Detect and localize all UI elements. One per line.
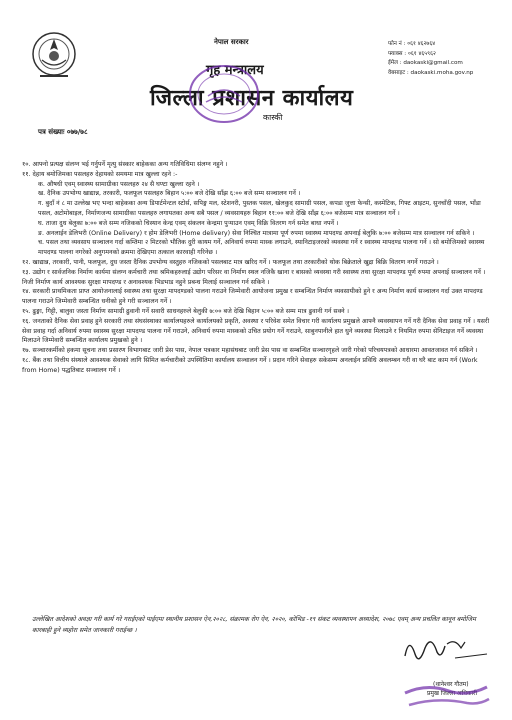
clause-11-gha: घ. ताजा दुध बेलुका ७:०० बजे सम्म नजिकको चिस्यान केन्द्र एवम् संकलन केन्द्रमा पुऱ्याउन एवम् विक्रि वितरण गर्न समेत बाधा नपर्ने । [38, 219, 339, 227]
office-place: कास्की [263, 113, 283, 122]
clause-11-kha: ख. दैनिक उपभोग्य खाद्यान्न, तरकारी, फलफूल पसलहरु बिहान ५:०० बजे देखि साँझ ६:०० बजे सम्म सञ्चालन गर्ने । [38, 190, 301, 198]
clause-11-nga: ङ. अनलाईन डेलिभरी (Online Delivery) र होम डेलिभरी (Home delivery) सेवा निश्चित मात्रामा पूर्ण रुपमा स्वास्थ्य मापदण्ड अपनाई बेलुकि ७:०० बजेसम्म मात्र सञ्चालन गर्न सकिने । [38, 229, 475, 237]
office-title: जिल्ला प्रशासन कार्यालय [150, 86, 354, 111]
closing-note: उल्लेखित आदेशको अवज्ञा गरी कार्य गरे गराईएको पाईएमा स्थानीय प्रशासन ऐन,२०२८, संक्रामक रोग ऐन, २०२०, कोभिड -१९ संकट व्यवस्थापन अध्यादेश, २०७८ एवम् अन्य प्रचलित कानून बमोजिम कारबाही हुने व्यहोरा समेत जानकारी गराईन्छ । [32, 616, 476, 634]
clause-15: १५. ढुङ्गा, गिट्टी, बालुवा जस्ता निर्माण सामाग्री ढुवानी गर्ने सवारी साधनहरुले बेलुकी ७:०० बजे देखि बिहान ५:०० बजे सम्म मात्र ढुवानी गर्न सक्ने । [22, 307, 350, 315]
clause-12: १२. खाद्यान्न, तरकारी, पानी, फलफूल, दुध जस्ता दैनिक उपभोग्य वस्तुहरु नजिकको पसलबाट मात्र खरिद गर्ने । फलफूल तथा तरकारीको थोक बिक्रेताले खुद्रा बिक्रि वितरण नगर्ने गराउने । [22, 258, 439, 266]
clause-13: १३. उद्योग र सार्वजनिक निर्माण कार्यमा संलग्न कर्मचारी तथा श्रमिकहरुलाई उद्योग परिसर वा निर्माण स्थल नजिकै खाना र बासको व्यवस्था गरी स्वास्थ्य तथा सुरक्षा मापदण्ड पूर्ण रुपमा अपनाई सञ्चालन गर्ने । निजी निर्माण कार्य आवश्यक सुरक्षा मापदण्ड र अनावश्यक भिडभाड नहुने प्रबन्ध मिलाई सञ्चालन गर्न सकिने । [22, 268, 486, 286]
reference-number: पत्र संख्याः ०७७/७८ [38, 128, 88, 136]
signatory-title: प्रमुख जिल्ला अधिकारी [427, 690, 478, 697]
clause-16: १६. जनताको दैनिक सेवा प्रवाह हुने सरकारी तथा संघसंस्थाका कार्यालयहरुले कार्यालयको प्रकृति, अवस्था र परिवेश समेत विचार गरी कार्यालय प्रमुखले आफ्नै व्यवस्थापन गर्ने गरी दैनिक सेवा प्रवाह गर्ने । यसरी सेवा प्रवाह गर्दा अनिवार्य रुपमा स्वास्थ्य सुरक्षा मापदण्ड पालना गर्ने गराउने, अनिवार्य रुपमा मास्कको उचित प्रयोग गर्ने गराउने, साबुनपानीले हात धुने व्यवस्था मिलाउने र नियमित रुपमा सेनिटाइज गर्ने व्यवस्था मिलाउने जिम्मेवारी सम्बन्धित कार्यालय प्रमुखको हुने । [22, 317, 490, 345]
name-stamp-icon [397, 669, 495, 715]
government-label: नेपाल सरकार [214, 38, 249, 46]
body-text [22, 160, 490, 376]
contact-fax: फ्याक्स : ०६१ ४६५९६२ [388, 50, 436, 57]
nepal-emblem-icon [30, 30, 78, 82]
office-seal-icon [186, 62, 262, 126]
contact-phone: फोन नं : ०६१ ४६२७६४ [388, 41, 436, 47]
contact-block [388, 40, 473, 78]
ministry-label: गृह मन्त्रालय [206, 63, 264, 78]
clause-17: १७. सञ्चारकर्मीको हकमा सूचना तथा प्रसारण विभागबाट जारी प्रेस पास, नेपाल पत्रकार महासंघबाट जारी प्रेस पास वा सम्बन्धित सञ्चारगृहले जारी गरेको परिचयपत्रको आधारमा आवतजावत गर्न सकिने । [22, 347, 478, 355]
clause-11-cha: च. पसल तथा व्यवसाय सञ्चालन गर्दा कम्तिमा २ मिटरको भौतिक दुरी कायम गर्ने, अनिवार्य रुपमा मास्क लगाउने, स्यानिटाइजरको व्यवस्था गर्ने र स्वास्थ्य मापदण्ड पालना गर्ने । सो बमोजिमको स्वास्थ्य मापदण्ड पालना नगरेको अनुगमनको क्रममा देखिएमा तत्काल कारवाही गरिनेछ । [38, 239, 485, 257]
contact-email: ईमेल : daokaski@gmail.com [388, 60, 463, 67]
signatory-name: (थानेश्वर गौतम) [433, 681, 469, 688]
clause-18: १८. बैंक तथा वित्तीय संस्थाले आवश्यक सेवाको लागि सिमित कर्मचारीको उपस्थितिमा कार्यालय सञ्चालन गर्ने । प्रदान गरिने सेवाहरु सकेसम्म अनलाईन प्रविधि अवलम्बन गरी वा घरै बाट काम गर्न (Work from Home) पद्धतिबाट सञ्चालन गर्ने । [22, 356, 478, 374]
clause-11-ga: ग. बुदाँ नं ८ मा उल्लेख भए भन्दा बाहेकका अन्य डिपार्टमेन्टल स्टोर्स, सपिङ्ग मल, स्टेशनरी, पुस्तक पसल, खेलकुद सामाग्री पसल, कपडा जुत्ता फेन्सी, कस्मेटिक, गिफ्ट आइटम, सुनचाँदी पसल, भाँडा पसल, अटोमोबाइल, निर्माणजन्य सामाग्रीका पसलहरु लगायतका अन्य सबै पसल / व्यवसायहरु बिहान ११:०० बजे देखि साँझ ६:०० बजेसम्म मात्र सञ्चालन गर्ने । [38, 200, 481, 217]
contact-website: वेबसाइट : daokaski.moha.gov.np [388, 69, 474, 76]
clause-11: ११. देहाय बमोजिमका पसलहरु देहायको समयमा मात्र खुल्ला रहने :- [22, 170, 178, 178]
clause-14: १४. सरकारी प्राथमिकता प्राप्त आयोजनालाई स्वास्थ्य तथा सुरक्षा मापदण्डको पालना गराउने जिम्मेवारी आयोजना प्रमुख र सम्बन्धित निर्माण व्यवसायीको हुने र अन्य निर्माण कार्य सञ्चालन गर्दा उक्त मापदण्ड पालना गराउने जिम्मेवारी सम्बन्धित धनीको हुने गरी सञ्चालन गर्ने । [22, 288, 483, 306]
clause-10: १०. आफ्नो प्रत्यक्ष संलग्न भई गर्नुपर्ने मृत्यु संस्कार बाहेकका अन्य गतिविधिमा संलग्न नहुने । [22, 161, 228, 168]
clause-11-ka: क. औषधी एवम् स्वास्थ्य सामाग्रीका पसलहरु २४ सै घण्टा खुल्ला रहने । [38, 180, 200, 188]
